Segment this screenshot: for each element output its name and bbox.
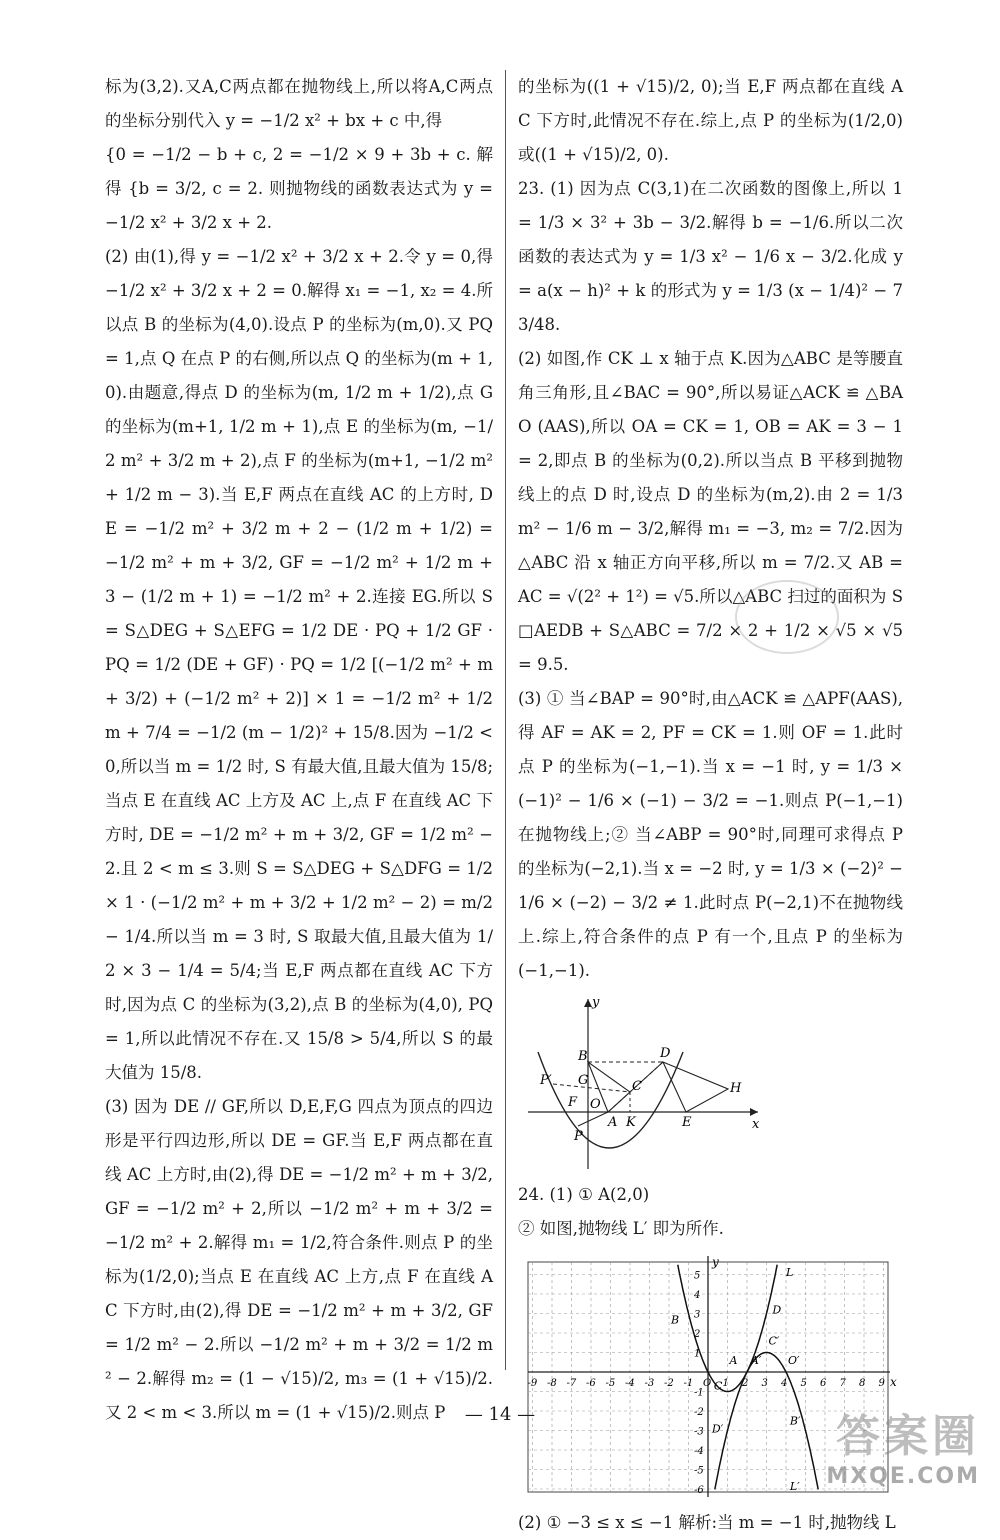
fig1-label-e: E bbox=[682, 1115, 692, 1130]
fig2-y-tick-label: 5 bbox=[694, 1270, 701, 1282]
faded-stamp bbox=[735, 580, 839, 654]
fig2-x-tick-label: 4 bbox=[781, 1378, 788, 1389]
left-para-2: {0 = −1/2 − b + c, 2 = −1/2 × 9 + 3b + c. 解得 {b = 3/2, c = 2. 则抛物线的函数表达式为 y = −1/2 x² + 3/2 x + 2. bbox=[105, 145, 493, 232]
q24-footer: (2) ① −3 ≤ x ≤ −1 解析:当 m = −1 时,抛物线 L bbox=[518, 1513, 896, 1532]
fig1-label-c: C bbox=[632, 1079, 642, 1094]
fig2-point-label: L bbox=[786, 1266, 794, 1279]
fig2-y-tick-label: 1 bbox=[694, 1348, 701, 1360]
right-column bbox=[518, 70, 903, 1540]
fig2-x-tick-label: 3 bbox=[761, 1378, 768, 1389]
fig2-x-tick-label: -6 bbox=[586, 1378, 596, 1389]
fig2-y-tick-label: -5 bbox=[694, 1465, 704, 1477]
fig2-x-tick-label: -8 bbox=[547, 1378, 557, 1389]
fig1-label-k: K bbox=[626, 1115, 636, 1130]
fig1-label-d: D bbox=[660, 1046, 671, 1061]
fig2-x-tick-label: O bbox=[703, 1378, 712, 1389]
fig2-x-tick-label: -7 bbox=[566, 1378, 577, 1389]
right-para-4: (3) ① 当∠BAP = 90°时,由△ACK ≌ △APF(AAS),得 AF = AK = 2, PF = CK = 1.则 OF = 1.此时点 P 的坐标为(−1,−1).当 x = −1 时, y = 1/3 × (−1)² − 1/6 × (−1) − 3/2 = −1.则点 P(−1,−1)在抛物线上;② 当∠ABP = 90°时,同理可求得点 P 的坐标为(−2,1).当 x = −2 时, y = 1/3 × (−2)² − 1/6 × (−2) − 3/2 ≠ 1.此时点 P(−2,1)不在抛物线上.综上,符合条件的点 P 有一个,且点 P 的坐标为(−1,−1). bbox=[518, 689, 903, 980]
left-para-4: (3) 因为 DE // GF,所以 D,E,F,G 四点为顶点的四边形是平行四边形,所以 DE = GF.当 E,F 两点都在直线 AC 上方时,由(2),得 DE = −1/2 m² + m + 3/2, GF = −1/2 m² + 2,所以 −1/2 m² + m + 3/2 = −1/2 m² + 2.解得 m₁ = 1/2,符合条件.则点 P 的坐标为(1/2,0);当点 E 在直线 AC 上方,点 F 在直线 AC 下方时,由(2),得 DE = −1/2 m² + m + 3/2, GF = 1/2 m² − 2.所以 −1/2 m² + m + 3/2 = 1/2 m² − 2.解得 m₂ = (1 − √15)/2, m₃ = (1 + √15)/2.又 2 < m < 3.所以 m = (1 + √15)/2.则点 P bbox=[105, 1097, 493, 1422]
fig2-x-tick-label: -1 bbox=[683, 1378, 694, 1389]
fig2-x-tick-label: -3 bbox=[644, 1378, 655, 1389]
right-para-2: 23. (1) 因为点 C(3,1)在二次函数的图像上,所以 1 = 1/3 × 3² + 3b − 3/2.解得 b = −1/6.所以二次函数的表达式为 y = 1/3 x² − 1/6 x − 3/2.化成 y = a(x − h)² + k 的形式为 y = 1/3 (x − 1/4)² − 73/48. bbox=[518, 179, 903, 334]
fig2-point-label: B′ bbox=[789, 1414, 801, 1428]
fig2-x-tick-label: -9 bbox=[527, 1378, 538, 1389]
fig2-point-label: A bbox=[729, 1354, 738, 1368]
fig2-point-label: D bbox=[772, 1303, 782, 1317]
fig1-label-f: F bbox=[568, 1095, 578, 1110]
fig2-x-tick-label: 1 bbox=[722, 1378, 729, 1389]
fig2-y-tick-label: 4 bbox=[694, 1290, 701, 1301]
fig1-triangle-deh bbox=[663, 1062, 728, 1112]
fig2-y-tick-label: -2 bbox=[694, 1407, 704, 1418]
q24-line2: ② 如图,抛物线 L′ 即为所作. bbox=[518, 1219, 724, 1238]
fig1-label-x: x bbox=[752, 1117, 760, 1132]
fig1-label-h: H bbox=[730, 1081, 742, 1096]
fig2-point-label: A′ bbox=[750, 1354, 762, 1368]
fig2-x-tick-label: 2 bbox=[742, 1378, 749, 1389]
fig2-x-tick-label: 5 bbox=[800, 1378, 807, 1389]
fig2-y-tick-label: 3 bbox=[694, 1309, 701, 1321]
fig1-label-y: y bbox=[592, 995, 600, 1010]
right-para-1: 的坐标为((1 + √15)/2, 0);当 E,F 两点都在直线 AC 下方时,此情况不存在.综上,点 P 的坐标为(1/2,0)或((1 + √15)/2, 0). bbox=[518, 77, 903, 164]
fig2-axis-x-label: x bbox=[890, 1375, 897, 1389]
watermark-url: MXQE.COM bbox=[826, 1464, 980, 1489]
fig2-x-tick-label: -5 bbox=[605, 1378, 616, 1389]
fig2-x-tick-label: 7 bbox=[839, 1378, 846, 1389]
fig1-x-arrow bbox=[750, 1108, 758, 1116]
left-para-1: 标为(3,2).又A,C两点都在抛物线上,所以将A,C两点的坐标分别代入 y = −1/2 x² + bx + c 中,得 bbox=[105, 77, 493, 130]
fig1-line-pa bbox=[578, 1112, 608, 1126]
fig2-point-label: C′ bbox=[768, 1334, 780, 1348]
left-para-3: (2) 由(1),得 y = −1/2 x² + 3/2 x + 2.令 y = 0,得 −1/2 x² + 3/2 x + 2 = 0.解得 x₁ = −1, x₂ = 4.所以点 B 的坐标为(4,0).设点 P 的坐标为(m,0).又 PQ = 1,点 Q 在点 P 的右侧,所以点 Q 的坐标为(m + 1,0).由题意,得点 D 的坐标为(m, 1/2 m + 1/2),点 G 的坐标为(m+1, 1/2 m + 1),点 E 的坐标为(m, −1/2 m² + 3/2 m + 2),点 F 的坐标为(m+1, −1/2 m² + 1/2 m − 3).当 E,F 两点在直线 AC 的上方时, DE = −1/2 m² + 3/2 m + 2 − (1/2 m + 1/2) = −1/2 m² + m + 3/2, GF = −1/2 m² + 1/2 m + 3 − (1/2 m + 1) = −1/2 m² + 2.连接 EG.所以 S = S△DEG + S△EFG = 1/2 DE · PQ + 1/2 GF · PQ = 1/2 (DE + GF) · PQ = 1/2 [(−1/2 m² + m + 3/2) + (−1/2 m² + 2)] × 1 = −1/2 m² + 1/2 m + 7/4 = −1/2 (m − 1/2)² + 15/8.因为 −1/2 < 0,所以当 m = 1/2 时, S 有最大值,且最大值为 15/8;当点 E 在直线 AC 上方及 AC 上,点 F 在直线 AC 下方时, DE = −1/2 m² + m + 3/2, GF = 1/2 m² − 2.且 2 < m ≤ 3.则 S = S△DEG + S△DFG = 1/2 × 1 · (−1/2 m² + m + 3/2 + 1/2 m² − 2) = m/2 − 1/4.所以当 m = 3 时, S 取最大值,且最大值为 1/2 × 3 − 1/4 = 5/4;当 E,F 两点都在直线 AC 下方时,因为点 C 的坐标为(3,2),点 B 的坐标为(4,0), PQ = 1,所以此情况不存在.又 15/8 > 5/4,所以 S 的最大值为 15/8. bbox=[105, 247, 493, 1082]
fig1-y-arrow bbox=[584, 999, 592, 1007]
fig2-point-label: D′ bbox=[711, 1422, 724, 1436]
fig1-label-p: P bbox=[574, 1129, 583, 1144]
fig2-point-label: B bbox=[670, 1313, 680, 1327]
fig2-y-tick-label: -4 bbox=[694, 1446, 704, 1457]
fig2-x-tick-label: 6 bbox=[820, 1378, 827, 1389]
fig2-x-tick-label: 9 bbox=[878, 1378, 885, 1389]
q24-line1: 24. (1) ① A(2,0) bbox=[518, 1185, 650, 1204]
fig2-point-label: L′ bbox=[789, 1480, 800, 1493]
fig2-y-tick-label: -1 bbox=[694, 1387, 704, 1399]
fig1-label-b: B bbox=[578, 1049, 588, 1064]
fig1-label-o: O bbox=[590, 1097, 601, 1112]
figure-1-svg bbox=[518, 994, 768, 1174]
fig2-point-label: C bbox=[713, 1379, 723, 1393]
fig2-axis-y-label: y bbox=[712, 1255, 719, 1269]
fig1-label-g: G bbox=[578, 1073, 589, 1088]
fig2-x-tick-label: -2 bbox=[664, 1378, 674, 1389]
fig2-point-label: O′ bbox=[787, 1354, 800, 1368]
fig2-x-tick-label: -4 bbox=[625, 1378, 635, 1389]
fig1-label-a: A bbox=[608, 1115, 618, 1130]
fig2-y-tick-label: 2 bbox=[694, 1329, 701, 1340]
figure-1 bbox=[518, 994, 903, 1178]
fig1-parabola bbox=[538, 1052, 683, 1148]
left-column bbox=[105, 70, 493, 1430]
fig2-y-tick-label: -3 bbox=[694, 1426, 704, 1438]
fig1-label-p-prime: P′ bbox=[540, 1073, 552, 1088]
watermark-logo bbox=[826, 1400, 980, 1489]
fig1-line-pc bbox=[553, 1084, 630, 1092]
right-para-3: (2) 如图,作 CK ⊥ x 轴于点 K.因为△ABC 是等腰直角三角形,且∠BAC = 90°,所以易证△ACK ≌ △BAO (AAS),所以 OA = CK = 1, OB = AK = 3 − 1 = 2,即点 B 的坐标为(0,2).所以当点 B 平移到抛物线上的点 D 时,设点 D 的坐标为(m,2).由 2 = 1/3 m² − 1/6 m − 3/2,解得 m₁ = −3, m₂ = 7/2.因为△ABC 沿 x 轴正方向平移,所以 m = 7/2.又 AB = AC = √(2² + 1²) = √5.所以△ABC 扫过的面积为 S□AEDB + S△ABC = 7/2 × 2 + 1/2 × √5 × √5 = 9.5. bbox=[518, 349, 903, 674]
fig2-x-tick-label: 8 bbox=[859, 1378, 866, 1389]
page-number: — 14 — bbox=[464, 1404, 536, 1425]
fig2-y-tick-label: -6 bbox=[694, 1485, 704, 1496]
watermark-logo-text: 答案圈 bbox=[836, 1411, 980, 1462]
column-divider bbox=[505, 70, 506, 1370]
